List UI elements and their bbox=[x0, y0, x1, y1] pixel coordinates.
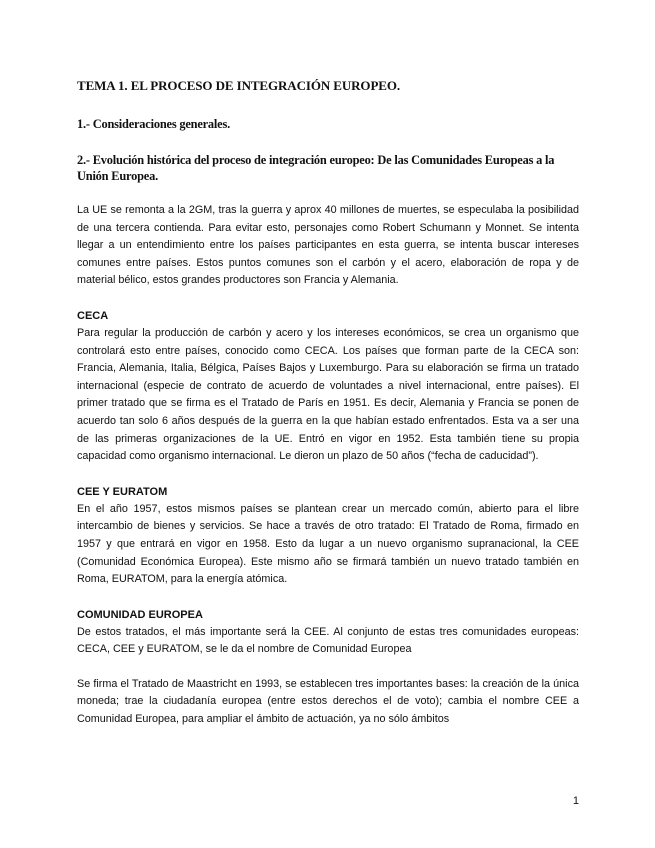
intro-paragraph: La UE se remonta a la 2GM, tras la guerra y aprox 40 millones de muertes, se especulaba la posibilidad de una tercera contienda. Para evitar esto, personajes como Robert Schumann y Monnet. Se intenta llegar a un entendimiento entre los países participantes en esta guerra, se intenta buscar intereses comunes entre países. Estos puntos comunes son el carbón y el acero, elaboración de ropa y de material bélico, estos grandes productores son Francia y Alemania. bbox=[77, 204, 579, 287]
comunidad-europea-heading: COMUNIDAD EUROPEA bbox=[77, 608, 203, 621]
section-heading-evolution: 2.- Evolución histórica del proceso de integración europeo: De las Comunidades Europeas a la Unión Europea. bbox=[77, 153, 555, 183]
page-content bbox=[77, 78, 579, 729]
cee-euratom-paragraph: En el año 1957, estos mismos países se plantean crear un mercado común, abierto para el libre intercambio de bienes y servicios. Se hace a través de otro tratado: El Tratado de Roma, firmado en 1957 y que entrará en vigor en 1958. Esto da lugar a un nuevo organismo supranacional, la CEE (Comunidad Económica Europea). Este mismo año se firmará también un nuevo tratado también en Roma, EURATOM, para la energía atómica. bbox=[77, 502, 579, 586]
section-heading-considerations: 1.- Consideraciones generales. bbox=[77, 117, 230, 131]
ceca-paragraph: Para regular la producción de carbón y acero y los intereses económicos, se crea un organismo que controlará esto entre países, conocido como CECA. Los países que forman parte de la CECA son: Francia, Alemania, Italia, Bélgica, Países Bajos y Luxemburgo. Para su elaboración se firma un tratado internacional (especie de contrato de acuerdo de voluntades a nivel internacional, entre países). El primer tratado que se firma es el Tratado de París en 1951. Es decir, Alemania y Francia se ponen de acuerdo tan solo 6 años después de la guerra en la que habían estado enfrentados. Esta va a ser una de las primeras organizaciones de la UE. Entró en vigor en 1952. Esta también tiene su propia capacidad como organismo internacional. Le dieron un plazo de 50 años (“fecha de caducidad”). bbox=[77, 326, 579, 463]
document-title: TEMA 1. EL PROCESO DE INTEGRACIÓN EUROPEO. bbox=[77, 78, 401, 93]
maastricht-paragraph: Se firma el Tratado de Maastricht en 1993, se establecen tres importantes bases: la creación de la única moneda; trae la ciudadanía europea (entre estos derechos el de voto); cambia el nombre CEE a Comunidad Europea, para ampliar el ámbito de actuación, ya no sólo ámbitos bbox=[77, 677, 579, 726]
page-number: 1 bbox=[572, 795, 579, 807]
ceca-heading: CECA bbox=[77, 309, 109, 322]
cee-euratom-heading: CEE Y EURATOM bbox=[77, 485, 168, 498]
comunidad-europea-paragraph: De estos tratados, el más importante será la CEE. Al conjunto de estas tres comunidades europeas: CECA, CEE y EURATOM, se le da el nombre de Comunidad Europea bbox=[77, 625, 579, 656]
